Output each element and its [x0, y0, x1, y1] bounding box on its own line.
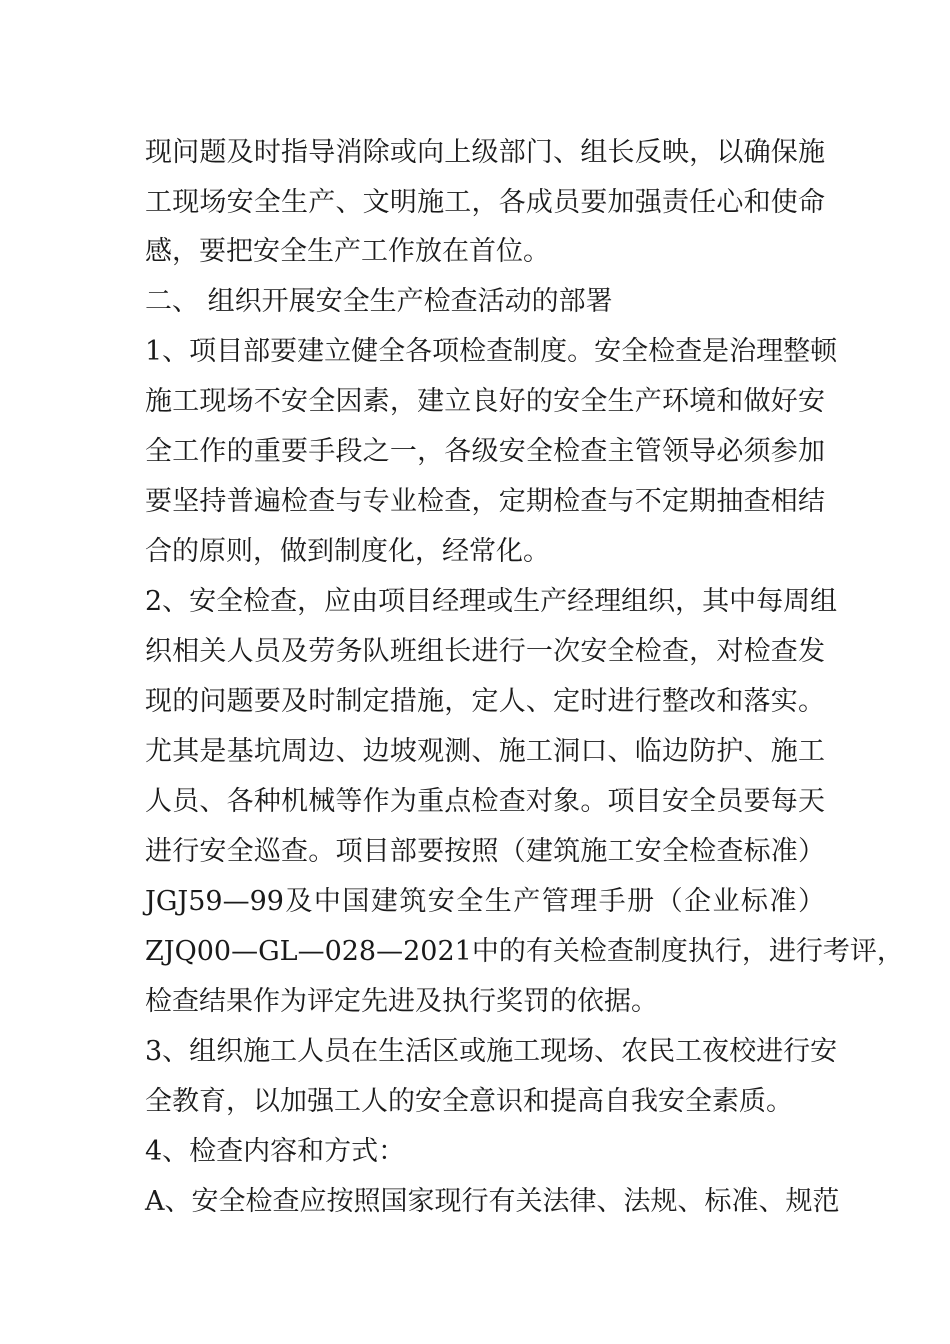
text-line: 施工现场不安全因素，建立良好的安全生产环境和做好安	[145, 386, 825, 417]
text-line: 3、组织施工人员在生活区或施工现场、农民工夜校进行安	[145, 1036, 838, 1067]
text-line: 合的原则，做到制度化，经常化。	[145, 536, 550, 567]
text-line: 全工作的重要手段之一，各级安全检查主管领导必须参加	[145, 436, 825, 467]
text-line: JGJ59—99及中国建筑安全生产管理手册（企业标准）	[145, 886, 825, 917]
text-line: A、安全检查应按照国家现行有关法律、法规、标准、规范	[145, 1186, 840, 1217]
text-line: 现的问题要及时制定措施，定人、定时进行整改和落实。	[145, 686, 825, 717]
text-line: 尤其是基坑周边、边坡观测、施工洞口、临边防护、施工	[145, 736, 825, 767]
text-line: 织相关人员及劳务队班组长进行一次安全检查，对检查发	[145, 636, 825, 667]
section-heading: 二、 组织开展安全生产检查活动的部署	[145, 286, 613, 317]
text-line: 2、安全检查，应由项目经理或生产经理组织，其中每周组	[145, 586, 838, 617]
text-line: 要坚持普遍检查与专业检查，定期检查与不定期抽查相结	[145, 486, 825, 517]
text-line: 感，要把安全生产工作放在首位。	[145, 236, 550, 267]
text-line: 人员、各种机械等作为重点检查对象。项目安全员要每天	[145, 786, 825, 817]
text-line: 1、项目部要建立健全各项检查制度。安全检查是治理整顿	[145, 336, 838, 367]
text-line: 4、检查内容和方式：	[145, 1136, 406, 1167]
text-line: 全教育，以加强工人的安全意识和提高自我安全素质。	[145, 1086, 793, 1117]
text-line: 进行安全巡查。项目部要按照（建筑施工安全检查标准）	[145, 836, 825, 867]
text-line: 工现场安全生产、文明施工，各成员要加强责任心和使命	[145, 187, 825, 218]
text-line: 检查结果作为评定先进及执行奖罚的依据。	[145, 986, 658, 1017]
text-line: ZJQ00—GL—028—2021中的有关检查制度执行，进行考评，	[145, 936, 904, 967]
text-line: 现问题及时指导消除或向上级部门、组长反映，以确保施	[145, 137, 825, 168]
